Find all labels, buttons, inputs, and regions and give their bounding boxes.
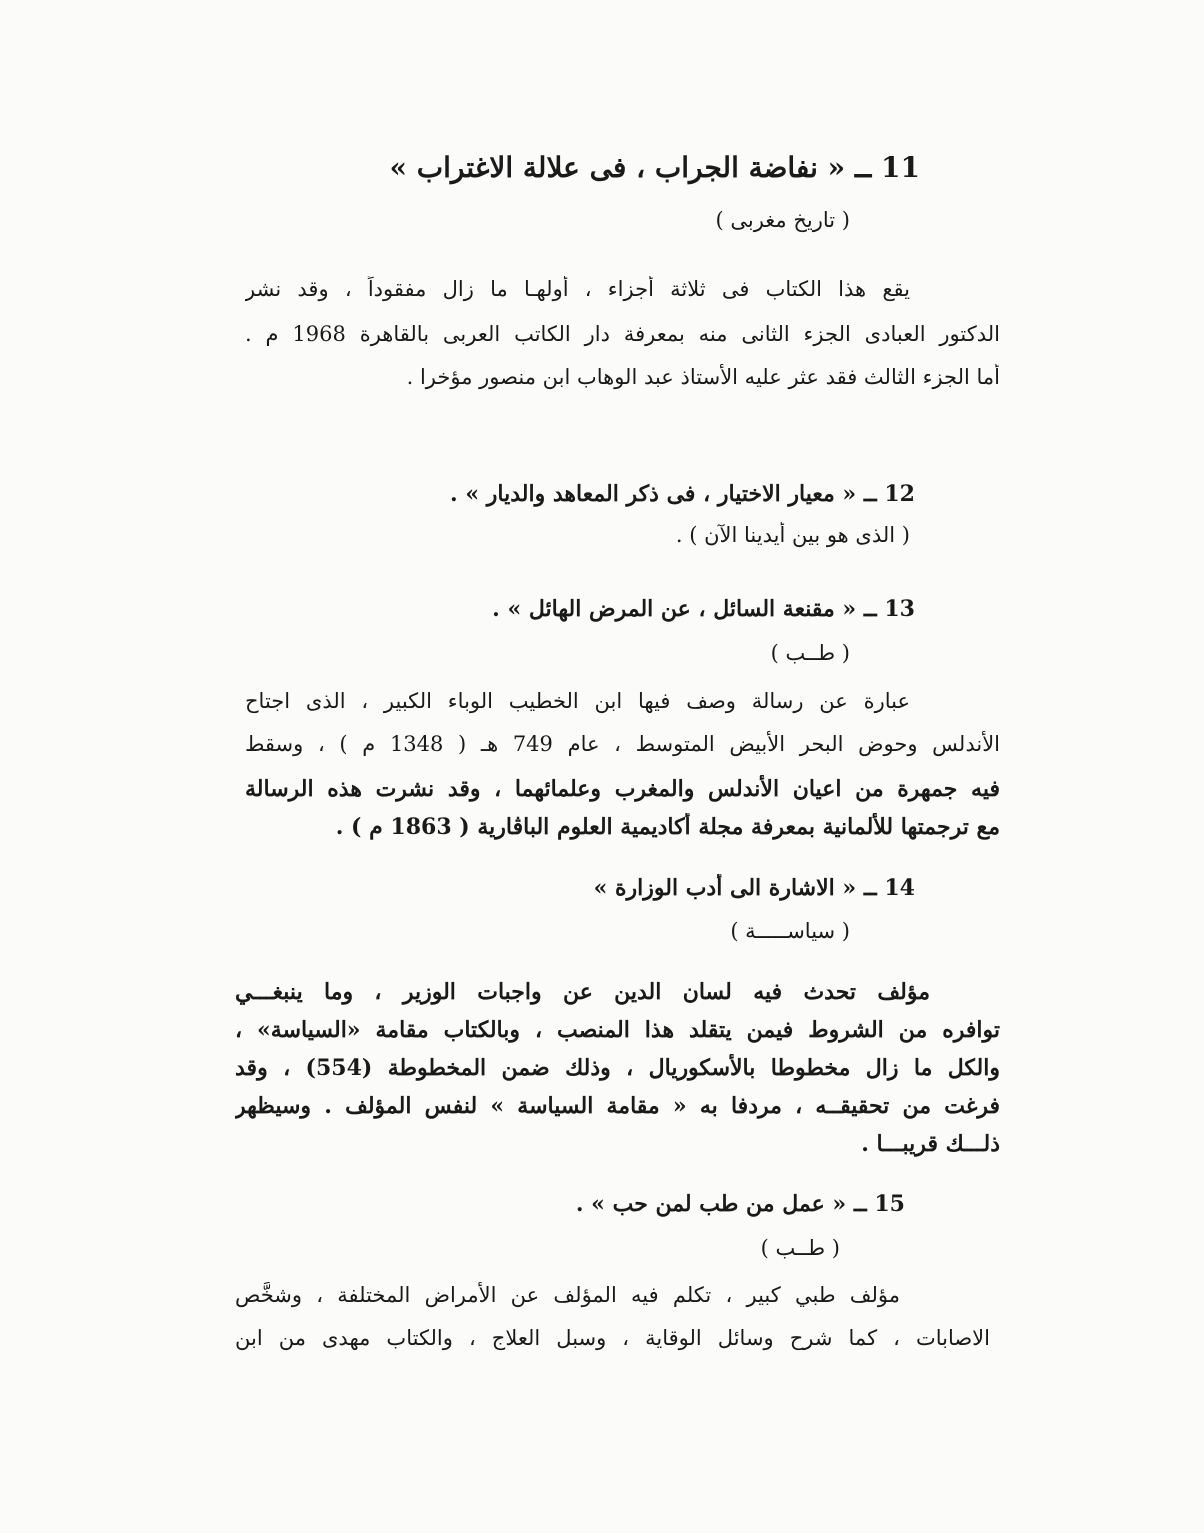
section-13-heading: 13 ــ « مقنعة السائل ، عن المرض الهائل » . <box>492 596 915 622</box>
section-11-line-1: يقع هذا الكتاب فى ثلاثة أجزاء ، أولهـا ما زال مفقوداً ، وقد نشر <box>245 277 910 301</box>
section-15-heading: 15 ــ « عمل من طب لمن حب » . <box>575 1191 905 1217</box>
section-13-subject: ( طــب ) <box>770 641 850 665</box>
section-13-line-2: الأندلس وحوض البحر الأبيض المتوسط ، عام 749 هـ ( 1348 م ) ، وسقط <box>245 732 1000 756</box>
section-15-line-2: الاصابات ، كما شرح وسائل الوقاية ، وسبل العلاج ، والكتاب مهدى من ابن <box>235 1326 990 1350</box>
section-11-line-3: أما الجزء الثالث فقد عثر عليه الأستاذ عبد الوهاب ابن منصور مؤخرا . <box>406 365 1000 389</box>
section-13-line-3: فيه جمهرة من اعيان الأندلس والمغرب وعلمائهما ، وقد نشرت هذه الرسالة <box>245 776 1000 802</box>
section-14-line-1: مؤلف تحدث فيه لسان الدين عن واجبات الوزير ، وما ينبغـــي <box>235 979 930 1005</box>
section-14-subject: ( سياســـــة ) <box>730 919 850 943</box>
section-11-subject: ( تاريخ مغربى ) <box>715 208 850 232</box>
section-11-heading: 11 ــ « نفاضة الجراب ، فى علالة الاغتراب » <box>389 151 920 184</box>
section-11-line-2: الدكتور العبادى الجزء الثانى منه بمعرفة دار الكاتب العربى بالقاهرة 1968 م . <box>245 322 1000 346</box>
section-13-line-1: عبارة عن رسالة وصف فيها ابن الخطيب الوباء الكبير ، الذى اجتاح <box>245 689 910 713</box>
section-14-line-2: توافره من الشروط فيمن يتقلد هذا المنصب ، وبالكتاب مقامة «السياسة» ، <box>235 1017 1000 1043</box>
section-13-line-4: مع ترجمتها للألمانية بمعرفة مجلة أكاديمية العلوم الباڤارية ( 1863 م ) . <box>335 814 1000 840</box>
section-14-line-4: فرغت من تحقيقــه ، مردفا به « مقامة السياسة » لنفس المؤلف . وسيظهر <box>235 1093 1000 1119</box>
section-14-line-3: والكل ما زال مخطوطا بالأسكوريال ، وذلك ضمن المخطوطة (554) ، وقد <box>235 1055 1000 1081</box>
section-14-heading: 14 ــ « الاشارة الى أدب الوزارة » <box>593 875 915 901</box>
section-12-heading: 12 ــ « معيار الاختيار ، فى ذكر المعاهد والديار » . <box>450 481 915 507</box>
section-15-subject: ( طــب ) <box>760 1236 840 1260</box>
section-12-subject: ( الذى هو بين أيدينا الآن ) . <box>675 523 910 547</box>
section-14-line-5: ذلـــك قريبـــا . <box>861 1131 1000 1157</box>
section-15-line-1: مؤلف طبي كبير ، تكلم فيه المؤلف عن الأمراض المختلفة ، وشخَّص <box>235 1283 900 1307</box>
